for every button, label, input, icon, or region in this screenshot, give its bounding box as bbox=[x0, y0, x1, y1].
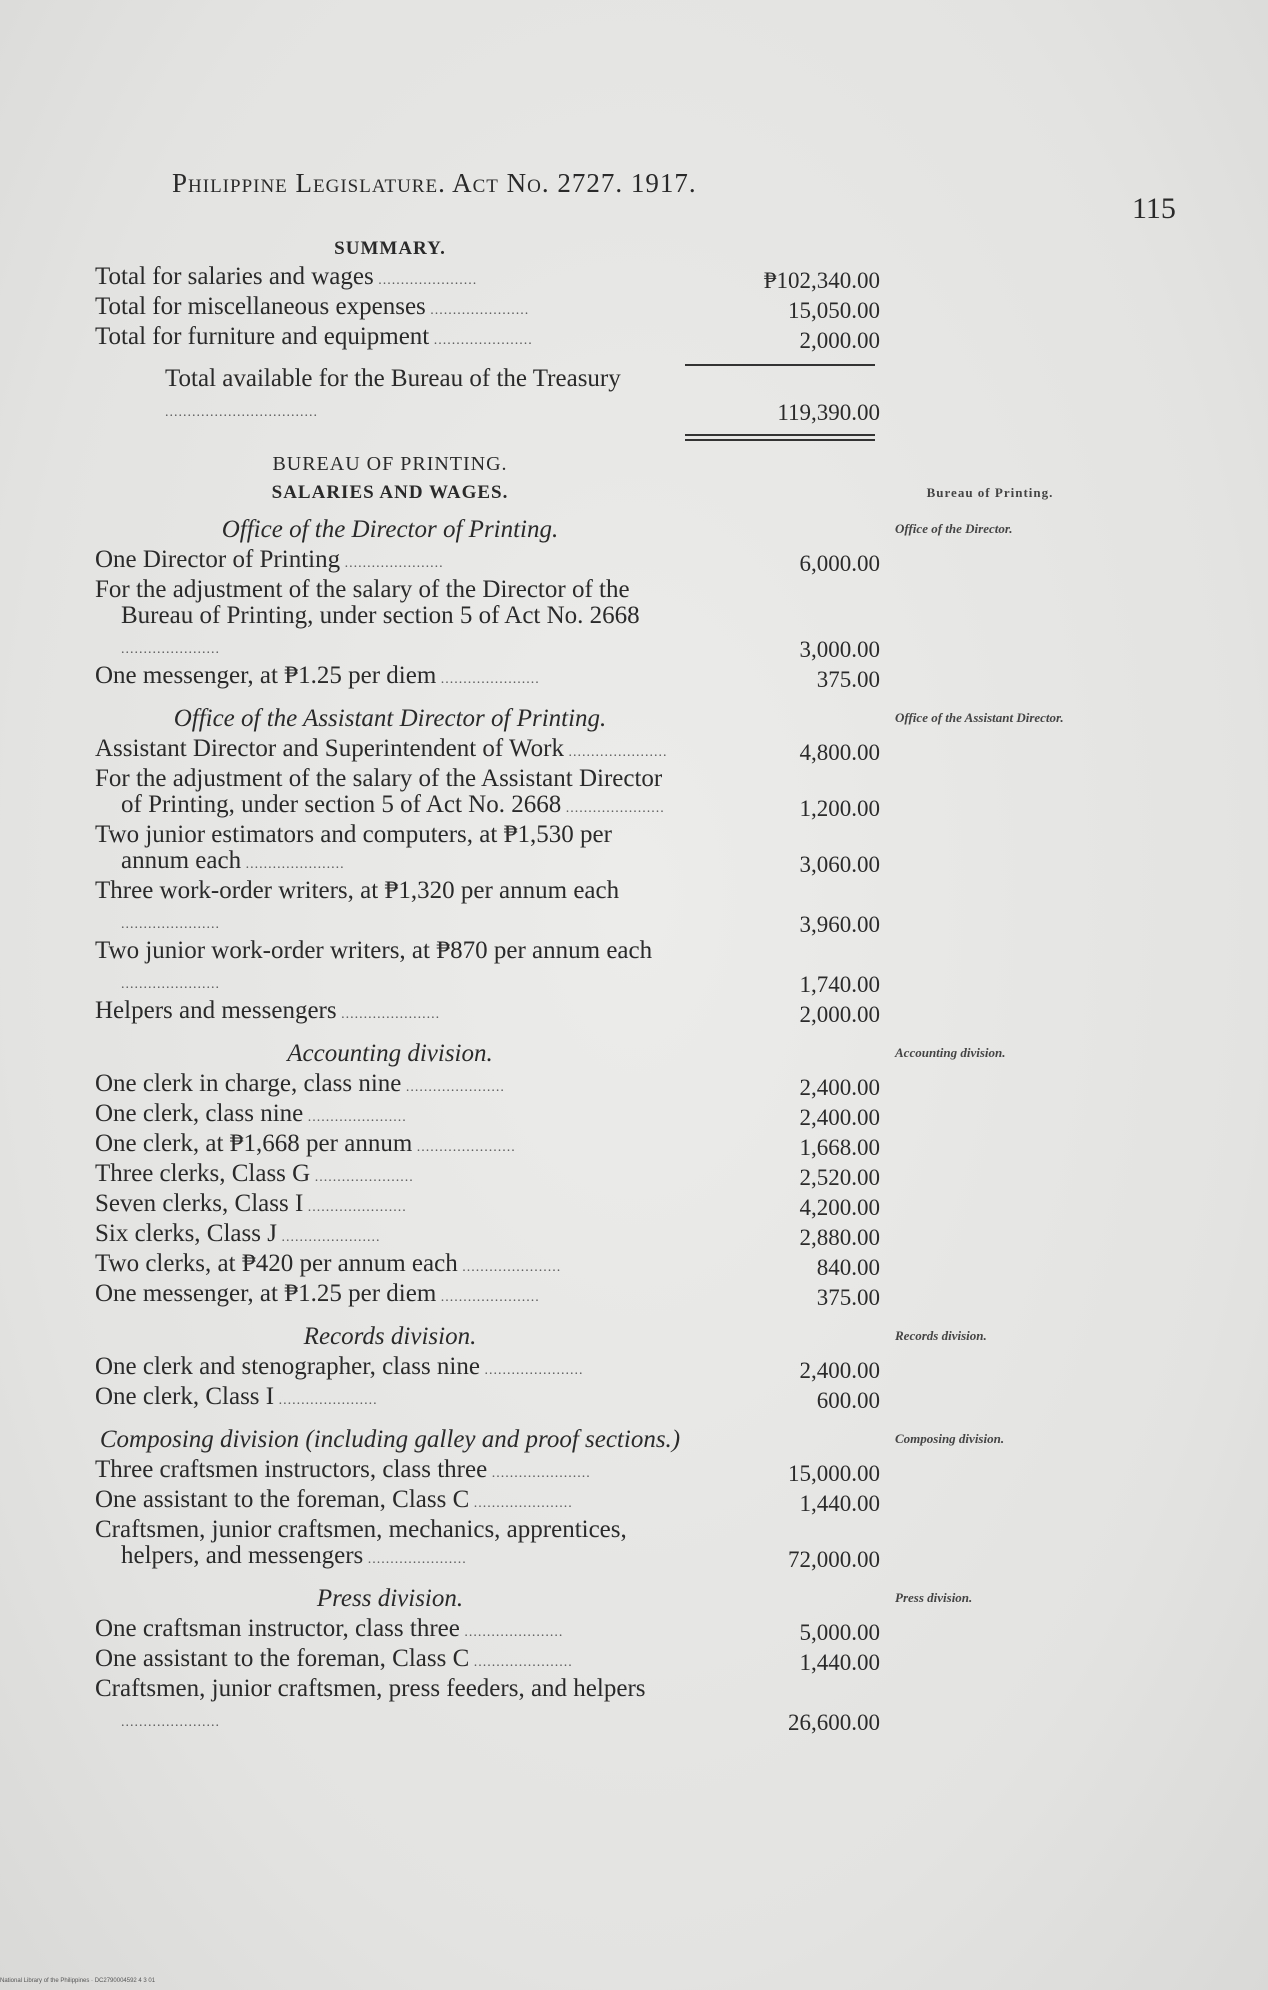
section-heading: Press division. Press division. bbox=[95, 1585, 685, 1612]
row-description: One messenger, at ₱1.25 per diem ...................... bbox=[95, 1280, 540, 1307]
table-row bbox=[95, 1251, 1205, 1281]
table-row bbox=[95, 294, 1205, 324]
row-amount: 1,740.00 bbox=[799, 972, 880, 997]
row-amount: 1,440.00 bbox=[799, 1650, 880, 1675]
table-row bbox=[95, 938, 1205, 998]
table-row bbox=[95, 736, 1205, 766]
margin-note-bureau: Bureau of Printing. bbox=[926, 485, 1054, 500]
row-description: Craftsmen, junior craftsmen, press feeders, and helpers ...................... bbox=[95, 1675, 646, 1730]
row-amount: 4,800.00 bbox=[799, 740, 880, 765]
row-description: Total for furniture and equipment ...................... bbox=[95, 323, 533, 350]
table-row bbox=[95, 1457, 1205, 1487]
table-row bbox=[95, 1161, 1205, 1191]
summary-title: SUMMARY. bbox=[334, 238, 446, 259]
row-amount: 2,400.00 bbox=[799, 1075, 880, 1100]
table-row bbox=[95, 663, 1205, 693]
row-description: Craftsmen, junior craftsmen, mechanics, apprentices, helpers, and messengers ...................... bbox=[95, 1516, 627, 1569]
row-amount: 6,000.00 bbox=[799, 551, 880, 576]
table-row bbox=[95, 1281, 1205, 1311]
row-description: One messenger, at ₱1.25 per diem ...................... bbox=[95, 662, 540, 689]
summary-double-rule bbox=[685, 434, 875, 441]
margin-note: Office of the Director. bbox=[895, 521, 1013, 536]
row-amount: 15,000.00 bbox=[788, 1461, 880, 1486]
summary-total-row bbox=[95, 366, 1205, 426]
margin-note: Press division. bbox=[895, 1590, 973, 1605]
row-amount: 840.00 bbox=[816, 1255, 880, 1280]
row-description: Six clerks, Class J ...................... bbox=[95, 1220, 381, 1247]
row-description: One craftsman instructor, class three ...................... bbox=[95, 1615, 564, 1642]
row-amount: 2,000.00 bbox=[799, 1002, 880, 1027]
row-description: Three clerks, Class G ...................... bbox=[95, 1160, 414, 1187]
row-amount: ₱102,340.00 bbox=[763, 268, 880, 293]
margin-note: Accounting division. bbox=[895, 1045, 1006, 1060]
row-amount: 15,050.00 bbox=[788, 298, 880, 323]
row-description: Helpers and messengers ...................... bbox=[95, 997, 441, 1024]
table-row bbox=[95, 766, 1205, 822]
row-amount: 26,600.00 bbox=[788, 1710, 880, 1735]
row-amount: 3,060.00 bbox=[799, 852, 880, 877]
table-row bbox=[95, 1221, 1205, 1251]
table-row bbox=[95, 324, 1205, 354]
table-row bbox=[95, 1487, 1205, 1517]
table-row bbox=[95, 547, 1205, 577]
row-description: One clerk, class nine ...................... bbox=[95, 1100, 407, 1127]
margin-note: Records division. bbox=[895, 1328, 987, 1343]
row-description: For the adjustment of the salary of the Assistant Director of Printing, under section 5 of Act No. 2668 ...................... bbox=[95, 765, 665, 818]
section-heading: Composing division (including galley and proof sections.) Composing division. bbox=[95, 1426, 685, 1453]
row-amount: 2,400.00 bbox=[799, 1358, 880, 1383]
table-row bbox=[95, 264, 1205, 294]
table-row bbox=[95, 1131, 1205, 1161]
row-amount: 2,520.00 bbox=[799, 1165, 880, 1190]
section-heading: Office of the Director of Printing. Office of the Director. bbox=[95, 516, 685, 543]
section-heading: Accounting division. Accounting division. bbox=[95, 1040, 685, 1067]
row-description: Two junior work-order writers, at ₱870 per annum each ...................... bbox=[95, 937, 653, 992]
row-amount: 1,200.00 bbox=[799, 796, 880, 821]
row-description: One clerk, Class I ...................... bbox=[95, 1383, 378, 1410]
row-description: Three work-order writers, at ₱1,320 per annum each ...................... bbox=[95, 877, 620, 932]
row-description: One assistant to the foreman, Class C ...................... bbox=[95, 1645, 573, 1672]
row-description: One clerk and stenographer, class nine ...................... bbox=[95, 1353, 584, 1380]
margin-note: Composing division. bbox=[895, 1431, 1005, 1446]
table-row bbox=[95, 577, 1205, 663]
row-amount: 1,440.00 bbox=[799, 1491, 880, 1516]
table-row bbox=[95, 1354, 1205, 1384]
row-amount: 72,000.00 bbox=[788, 1547, 880, 1572]
salaries-title: SALARIES AND WAGES. Bureau of Printing. bbox=[95, 482, 685, 504]
section-heading: Records division. Records division. bbox=[95, 1323, 685, 1350]
row-description: One clerk, at ₱1,668 per annum ...................... bbox=[95, 1130, 516, 1157]
table-row bbox=[95, 1191, 1205, 1221]
table-row bbox=[95, 1616, 1205, 1646]
row-amount: 1,668.00 bbox=[799, 1135, 880, 1160]
row-amount: 4,200.00 bbox=[799, 1195, 880, 1220]
row-description: Seven clerks, Class I ...................... bbox=[95, 1190, 407, 1217]
row-amount: 3,960.00 bbox=[799, 912, 880, 937]
table-row bbox=[95, 822, 1205, 878]
row-description: For the adjustment of the salary of the Director of the Bureau of Printing, under section 5 of Act No. 2668 ...................... bbox=[95, 576, 640, 657]
table-row bbox=[95, 1517, 1205, 1573]
table-row bbox=[95, 1071, 1205, 1101]
running-head: Philippine Legislature. Act No. 2727. 1917. bbox=[172, 168, 697, 198]
row-amount: 3,000.00 bbox=[799, 637, 880, 662]
row-amount: 375.00 bbox=[816, 1285, 880, 1310]
summary-total-amount: 119,390.00 bbox=[777, 400, 880, 425]
table-row bbox=[95, 998, 1205, 1028]
row-description: Total for miscellaneous expenses ...................... bbox=[95, 293, 530, 320]
section-heading: Office of the Assistant Director of Printing. Office of the Assistant Director. bbox=[95, 705, 685, 732]
summary-rows bbox=[95, 264, 1205, 354]
page-number: 115 bbox=[1132, 192, 1176, 225]
row-amount: 2,000.00 bbox=[799, 328, 880, 353]
footer-credit: National Library of the Philippines · DC2790004592 4 3 01 bbox=[0, 1978, 156, 1984]
table-row bbox=[95, 1384, 1205, 1414]
row-description: Total for salaries and wages ...................... bbox=[95, 263, 478, 290]
sections bbox=[95, 516, 1205, 1736]
row-amount: 2,880.00 bbox=[799, 1225, 880, 1250]
row-description: Two junior estimators and computers, at ₱1,530 per annum each ...................... bbox=[95, 821, 612, 874]
body-column bbox=[95, 232, 1205, 1736]
row-amount: 5,000.00 bbox=[799, 1620, 880, 1645]
row-description: One assistant to the foreman, Class C ...................... bbox=[95, 1486, 573, 1513]
bureau-title: BUREAU OF PRINTING. bbox=[272, 453, 508, 475]
row-description: Assistant Director and Superintendent of Work ...................... bbox=[95, 735, 668, 762]
margin-note: Office of the Assistant Director. bbox=[895, 710, 1064, 725]
row-amount: 2,400.00 bbox=[799, 1105, 880, 1130]
table-row bbox=[95, 1101, 1205, 1131]
row-description: Two clerks, at ₱420 per annum each ...................... bbox=[95, 1250, 562, 1277]
row-amount: 600.00 bbox=[816, 1388, 880, 1413]
table-row bbox=[95, 878, 1205, 938]
row-description: Three craftsmen instructors, class three ...................... bbox=[95, 1456, 591, 1483]
row-amount: 375.00 bbox=[816, 667, 880, 692]
summary-total-desc: Total available for the Bureau of the Treasury .................................. bbox=[165, 365, 621, 420]
row-description: One Director of Printing ...................... bbox=[95, 546, 444, 573]
row-description: One clerk in charge, class nine ...................... bbox=[95, 1070, 505, 1097]
table-row bbox=[95, 1676, 1205, 1736]
table-row bbox=[95, 1646, 1205, 1676]
